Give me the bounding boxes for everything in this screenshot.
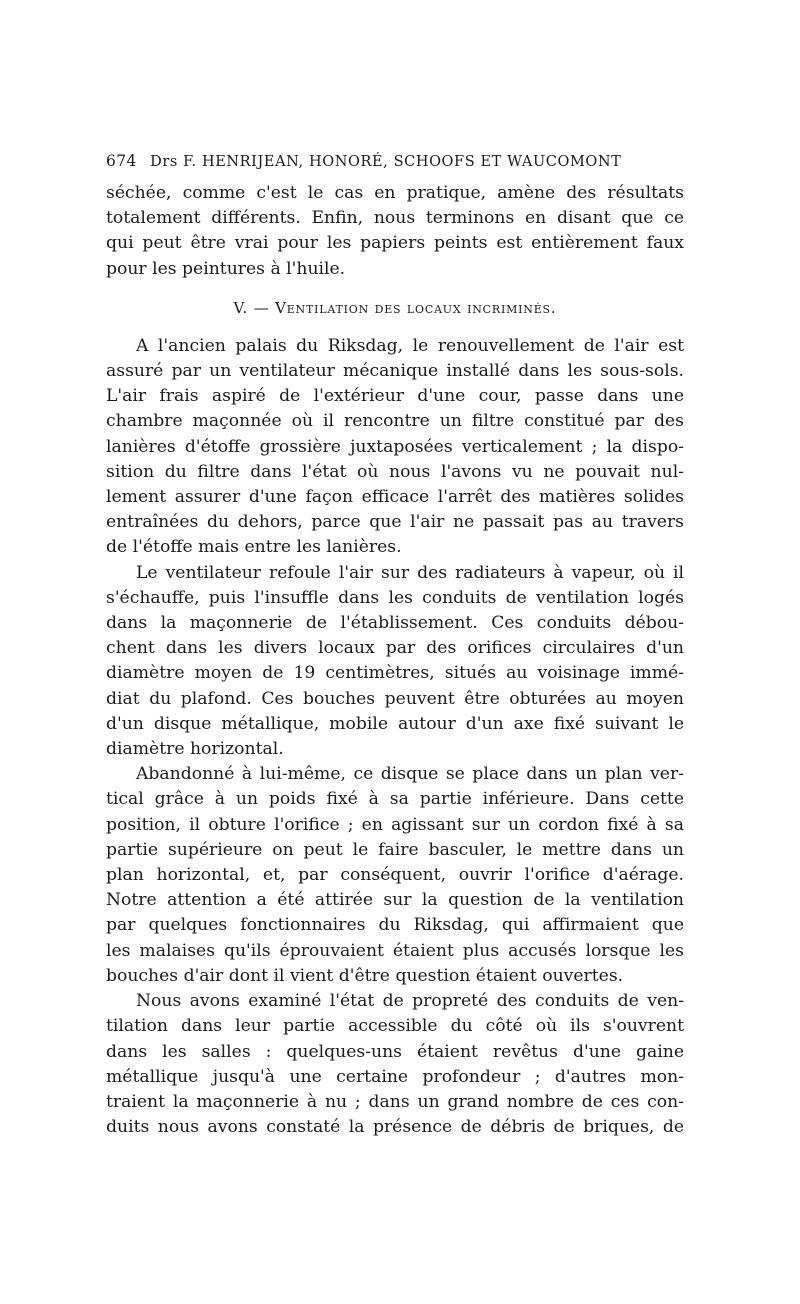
text-line: diamètre horizontal. bbox=[106, 739, 284, 760]
text-line: les malaises qu'ils éprouvaient étaient plus accusés lorsque les bbox=[106, 940, 684, 961]
text-line: partie supérieure on peut le faire basculer, le mettre dans un bbox=[106, 839, 684, 860]
book-page bbox=[106, 150, 684, 1140]
section-title: Ventilation des locaux incriminés. bbox=[275, 298, 557, 317]
paragraph-2 bbox=[106, 334, 684, 561]
text-line: bouches d'air dont il vient d'être question étaient ouvertes. bbox=[106, 965, 624, 986]
text-line: tilation dans leur partie accessible du côté où ils s'ouvrent bbox=[106, 1016, 684, 1037]
text-line: lement assurer d'une façon efficace l'arrêt des matières solides bbox=[106, 487, 684, 508]
text-line: Le ventilateur refoule l'air sur des radiateurs à vapeur, où il bbox=[136, 562, 684, 583]
text-line: diamètre moyen de 19 centimètres, situés au voisinage immé- bbox=[106, 663, 684, 684]
text-line: chent dans les divers locaux par des orifices circulaires d'un bbox=[106, 638, 684, 659]
text-line: sition du filtre dans l'état où nous l'avons vu ne pouvait nul- bbox=[106, 461, 684, 482]
text-line: dans les salles : quelques-uns étaient revêtus d'une gaine bbox=[106, 1041, 684, 1062]
text-line: qui peut être vrai pour les papiers peints est entièrement faux bbox=[106, 233, 684, 254]
paragraph-3 bbox=[106, 561, 684, 763]
section-heading bbox=[106, 296, 684, 320]
text-line: L'air frais aspiré de l'extérieur d'une cour, passe dans une bbox=[106, 386, 684, 407]
text-line: diat du plafond. Ces bouches peuvent être obturées au moyen bbox=[106, 688, 684, 709]
text-line: tical grâce à un poids fixé à sa partie inférieure. Dans cette bbox=[106, 789, 684, 810]
page-number: 674 bbox=[106, 152, 137, 170]
text-line: chambre maçonnée où il rencontre un filtre constitué par des bbox=[106, 411, 684, 432]
text-line: totalement différents. Enfin, nous terminons en disant que ce bbox=[106, 208, 684, 229]
text-line: A l'ancien palais du Riksdag, le renouvellement de l'air est bbox=[136, 335, 684, 356]
paragraph-4 bbox=[106, 762, 684, 989]
text-line: entraînées du dehors, parce que l'air ne passait pas au travers bbox=[106, 512, 684, 533]
text-line: métallique jusqu'à une certaine profondeur ; d'autres mon- bbox=[106, 1066, 684, 1087]
text-line: pour les peintures à l'huile. bbox=[106, 258, 346, 279]
text-line: lanières d'étoffe grossière juxtaposées verticalement ; la dispo- bbox=[106, 436, 684, 457]
text-line: de l'étoffe mais entre les lanières. bbox=[106, 537, 402, 558]
text-line: d'un disque métallique, mobile autour d'un axe fixé suivant le bbox=[106, 713, 684, 734]
text-line: traient la maçonnerie à nu ; dans un grand nombre de ces con- bbox=[106, 1091, 684, 1112]
text-line: dans la maçonnerie de l'établissement. Ces conduits débou- bbox=[106, 613, 684, 634]
text-line: s'échauffe, puis l'insuffle dans les conduits de ventilation logés bbox=[106, 587, 684, 608]
section-number: V. — bbox=[233, 298, 270, 317]
page-header bbox=[106, 150, 684, 173]
text-line: position, il obture l'orifice ; en agissant sur un cordon fixé à sa bbox=[106, 814, 684, 835]
paragraph-1 bbox=[106, 181, 684, 282]
text-line: séchée, comme c'est le cas en pratique, amène des résultats bbox=[106, 183, 684, 203]
text-line: assuré par un ventilateur mécanique installé dans les sous-sols. bbox=[106, 361, 684, 382]
text-line: Nous avons examiné l'état de propreté des conduits de ven- bbox=[136, 991, 684, 1012]
text-line: Abandonné à lui-même, ce disque se place dans un plan ver- bbox=[136, 764, 684, 785]
text-line: par quelques fonctionnaires du Riksdag, qui affirmaient que bbox=[106, 915, 684, 936]
text-line: Notre attention a été attirée sur la question de la ventilation bbox=[106, 890, 684, 911]
text-line: plan horizontal, et, par conséquent, ouvrir l'orifice d'aérage. bbox=[106, 865, 684, 886]
paragraph-5 bbox=[106, 989, 684, 1140]
running-head: Drs F. HENRIJEAN, HONORÉ, SCHOOFS ET WAUCOMONT bbox=[150, 154, 622, 170]
text-line: duits nous avons constaté la présence de débris de briques, de bbox=[106, 1117, 684, 1138]
